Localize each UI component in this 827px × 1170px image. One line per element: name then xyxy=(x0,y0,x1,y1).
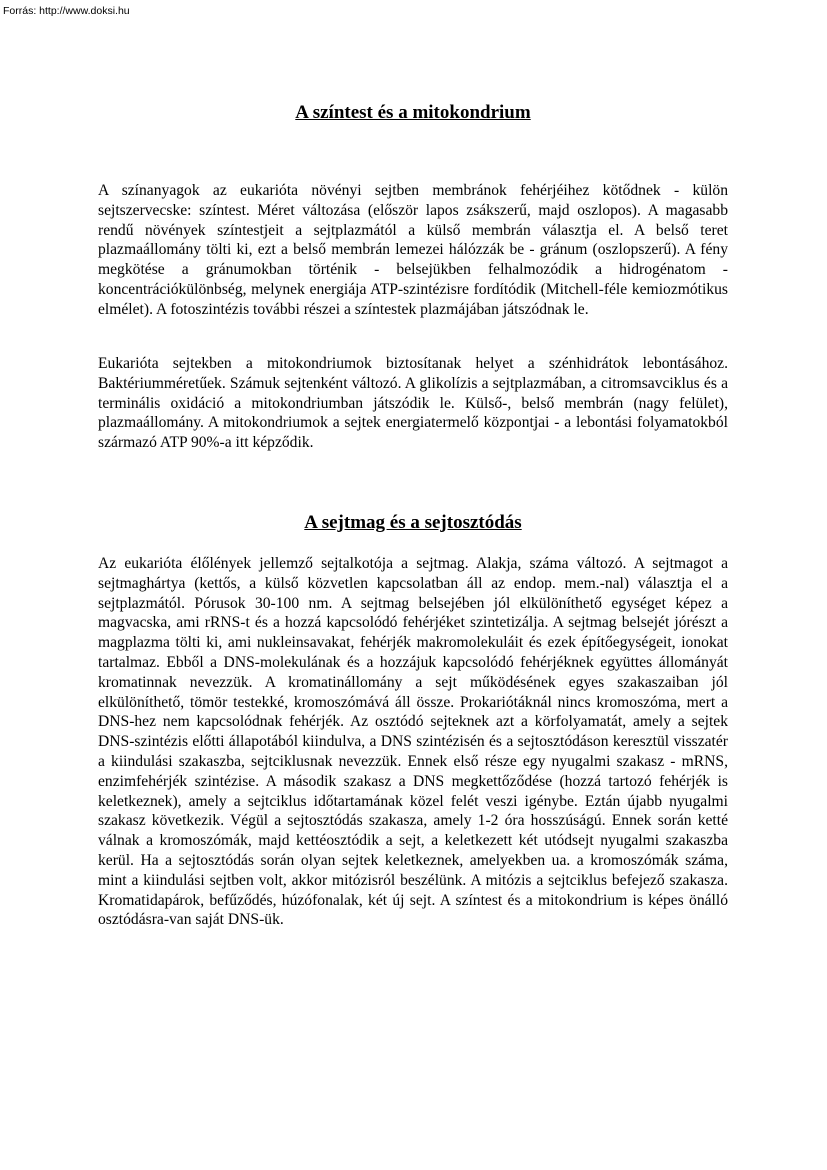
paragraph-chloroplast: A színanyagok az eukarióta növényi sejtben membránok fehérjéihez kötődnek - külön sejtszervecske: színtest. Méret változása (először lapos zsákszerű, majd oszlopos). A magasabb rendű növények színtestjeit a sejtplazmától a külső membrán választja el. A belső teret plazmaállomány tölti ki, ezt a belső membrán lemezei hálózzák be - gránum (oszlopszerű). A fény megkötése a gránumokban történik - belsejükben felhalmozódik a hidrogénatom - koncentrációkülönbség, melynek energiája ATP-szintézisre fordítódik (Mitchell-féle kemiozmótikus elmélet). A fotoszintézis további részei a színtestek plazmájában játszódnak le. xyxy=(98,182,728,318)
paragraph-nucleus-cell-division: Az eukarióta élőlények jellemző sejtalkotója a sejtmag. Alakja, száma változó. A sejtmagot a sejtmaghártya (kettős, a külső közvetlen kapcsolatban áll az endop. mem.-nal) választja el a sejtplazmától. Pórusok 30-100 nm. A sejtmag belsejében jól elkülöníthető egységet képez a magvacska, ami rRNS-t és a hozzá kapcsolódó fehérjéket szintetizálja. A sejtmag belsejét jórészt a magplazma tölti ki, ami nukleinsavakat, fehérjék makromolekuláit és ezek építőegységeit, ionokat tartalmaz. Ebből a DNS-molekulának és a hozzájuk kapcsolódó fehérjéknek együttes állományát kromatinnak nevezzük. A kromatinállomány a sejt működésének egyes szakaszaiban jól elkülöníthető, tömör testekké, kromoszómává áll össze. Prokariótáknál nincs kromoszóma, mert a DNS-hez nem kapcsolódnak fehérjék. Az osztódó sejteknek azt a körfolyamatát, amely a sejtek DNS-szintézis előtti állapotából kiindulva, a DNS szintézisén és a sejtosztódáson keresztül visszatér a kiindulási szakaszba, sejtciklusnak nevezzük. Ennek első része egy nyugalmi szakasz - mRNS, enzimfehérjék szintézise. A második szakasz a DNS megkettőződése (hozzá tartozó fehérjék is keletkeznek), amely a sejtciklus időtartamának közel felét veszi igénybe. Eztán újabb nyugalmi szakasz következik. Végül a sejtosztódás szakasza, amely 1-2 óra hosszúságú. Ennek során ketté válnak a kromoszómák, majd kettéosztódik a sejt, a keletkezett két utódsejt nyugalmi szakaszba kerül. Ha a sejtosztódás során olyan sejtek keletkeznek, amelyekben ua. a kromoszómák száma, mint a kiindulási sejtben volt, akkor mitózisról beszélünk. A mitózis a sejtciklus befejező szakasza. Kromatidapárok, befűződés, húzófonalak, két új sejt. A színtest és a mitokondrium is képes önálló osztódásra-van saját DNS-ük. xyxy=(98,555,728,929)
section-title-nucleus-cell-division: A sejtmag és a sejtosztódás xyxy=(304,512,522,533)
paragraph-mitochondrion: Eukarióta sejtekben a mitokondriumok biztosítanak helyet a szénhidrátok lebontásához. Baktériumméretűek. Számuk sejtenként változó. A glikolízis a sejtplazmában, a citromsavciklus és a terminális oxidáció a mitokondriumban játszódik le. Külső-, belső membrán (nagy felület), plazmaállomány. A mitokondriumok a sejtek energiatermelő központjai - a lebontási folyamatokból származó ATP 90%-a itt képződik. xyxy=(98,355,728,452)
source-note: Forrás: http://www.doksi.hu xyxy=(3,5,130,17)
section-title-chloroplast-mitochondrion: A színtest és a mitokondrium xyxy=(295,102,531,123)
